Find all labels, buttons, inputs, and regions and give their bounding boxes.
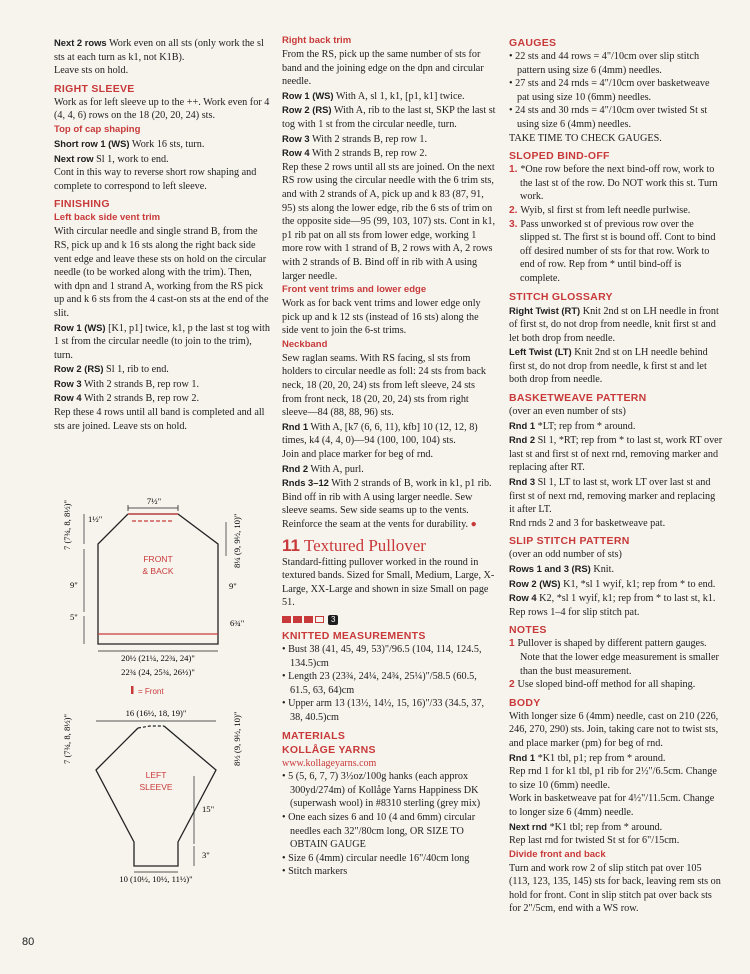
- paragraph: Rnd 1 *K1 tbl, p1; rep from * around.: [509, 751, 666, 764]
- paragraph: Row 3 With 2 strands B, rep row 1.: [54, 377, 200, 390]
- paragraph: Row 4 With 2 strands B, rep row 2.: [54, 392, 200, 405]
- section-heading: MATERIALS: [282, 729, 346, 742]
- brand-url-link[interactable]: www.kollageyarns.com: [282, 757, 377, 769]
- dim-right-height: 8¼ (9, 9½, 10)": [232, 513, 242, 568]
- paragraph: Rep rnd 1 for k1 tbl, p1 rib for 2½"/6.5cm. Change to size 10 (6mm) needle.: [509, 766, 717, 791]
- dim-sleeve-bottom: 10 (10½, 10½, 11½)": [119, 874, 193, 884]
- paragraph: Cont in this way to reverse short row shaping and complete to correspond to left sleeve.: [54, 167, 257, 192]
- paragraph: Row 1 (WS) With A, sl 1, k1, [p1, k1] twice.: [282, 89, 465, 102]
- dim-5: 5": [70, 612, 78, 622]
- paragraph: Row 2 (WS) K1, *sl 1 wyif, k1; rep from * to end.: [509, 577, 716, 590]
- legend-text: = Front: [138, 687, 164, 696]
- section-heading: SLIP STITCH PATTERN: [509, 535, 630, 548]
- front-back-outline: [98, 514, 218, 644]
- sleeve-label-left: LEFT: [145, 770, 167, 780]
- dim-15: 15": [202, 804, 215, 814]
- dim-sleeve-left-h: 7 (7¾, 8, 8½)": [62, 713, 72, 764]
- bullet-item: • Bust 38 (41, 45, 49, 53)"/96.5 (104, 114, 124.5, 134.5)cm: [282, 643, 482, 669]
- dim-9-right: 9": [229, 581, 237, 591]
- paragraph: Rep these 4 rows until all band is completed and all sts are joined. Leave sts on hold.: [54, 407, 265, 432]
- skill-bar-icon: [293, 616, 302, 623]
- skill-rating: [282, 613, 496, 625]
- paragraph: (over an even number of sts): [509, 406, 626, 418]
- section-heading: GAUGES: [509, 37, 557, 49]
- front-back-schematic: [62, 496, 244, 696]
- schematics-svg: [54, 494, 276, 884]
- paragraph: Rnd 1 With A, [k7 (6, 6, 11), kfb] 10 (12, 12, 8) times, k4 (4, 4, 0)—94 (100, 100, 104) sts.: [282, 420, 478, 447]
- section-heading: BASKETWEAVE PATTERN: [509, 392, 647, 405]
- paragraph: Row 2 (RS) With A, rib to the last st, SKP the last st tog with 1 st from the circular needle, turn.: [282, 104, 496, 130]
- paragraph: With longer size 6 (4mm) needle, cast on 210 (226, 246, 270, 290) sts. Join, taking care not to twist sts, and place marker (pm) for beg of rnd.: [509, 710, 719, 749]
- paragraph: Next row Sl 1, work to end.: [54, 152, 169, 165]
- legend-swatch: [131, 686, 134, 694]
- paragraph: Rnd 2 With A, purl.: [282, 462, 364, 475]
- paragraph: Join and place marker for beg of rnd.: [282, 449, 434, 461]
- paragraph: Rnd rnds 2 and 3 for basketweave pat.: [509, 517, 666, 529]
- paragraph: Work in basketweave pat for 4½"/11.5cm. Change to longer size 6 (4mm) needle.: [509, 793, 715, 818]
- bullet-item: • Stitch markers: [282, 866, 348, 878]
- column-left: [54, 36, 271, 433]
- bullet-item: • Upper arm 13 (13½, 14½, 15, 16)"/33 (34.5, 37, 38, 40.5)cm: [282, 698, 485, 723]
- numbered-item: 2. Wyib, sl first st from left needle purlwise.: [509, 204, 691, 216]
- dim-3: 3": [202, 850, 210, 860]
- dim-width-1: 20½ (21¼, 22¾, 24)": [121, 653, 195, 663]
- bullet-item: • Length 23 (23¾, 24¼, 24¾, 25¼)"/58.5 (60.5, 61.5, 63, 64)cm: [282, 671, 477, 696]
- section-heading: NOTES: [509, 624, 547, 637]
- dim-sleeve-top: 16 (16½, 18, 19)": [125, 708, 187, 718]
- paragraph: Rnds 3–12 With 2 strands of B, work in k1, p1 rib. Bind off in rib with A using larger needle. Sew sleeve seams. Sew side seams up to the vents. Reinforce the seam at the vents for durability. ●: [282, 477, 492, 530]
- subheading: Front vent trims and lower edge: [282, 284, 427, 296]
- sleeve-outline: [96, 726, 216, 866]
- bullet-item: • 5 (5, 6, 7, 7) 3½oz/100g hanks (each approx 300yd/274m) of Kollåge Yarns Happiness DK (superwash wool) in #8310 sterling (grey mix): [282, 771, 481, 810]
- paragraph: Next rnd *K1 tbl; rep from * around.: [509, 820, 663, 833]
- yarn-weight-badge: 3: [328, 615, 338, 625]
- section-heading: FINISHING: [54, 198, 110, 211]
- left-sleeve-schematic: [62, 708, 242, 884]
- paragraph: Next 2 rows Work even on all sts (only work the sl sts at each turn as k1, not K1B).: [54, 37, 264, 63]
- numbered-item: 1 Pullover is shaped by different pattern gauges. Note that the lower edge measurement is smaller than the bust measurement.: [509, 638, 719, 677]
- subheading: Divide front and back: [509, 848, 606, 860]
- skill-bar-icon: [304, 616, 313, 623]
- paragraph: From the RS, pick up the same number of sts for band and the joining edge on the dpn and circular needle.: [282, 49, 484, 88]
- section-heading: BODY: [509, 696, 541, 709]
- section-heading: KNITTED MEASUREMENTS: [282, 629, 426, 642]
- paragraph: Row 3 With 2 strands B, rep row 1.: [282, 132, 428, 145]
- column-right: [509, 36, 723, 916]
- paragraph: Turn and work row 2 of slip stitch pat over 105 (113, 123, 135, 145) sts for back, leaving rem sts on hold for front. Cont in slip stitch pat over back sts for 2"/5cm, end with a WS row.: [509, 862, 721, 915]
- paragraph: Rows 1 and 3 (RS) Knit.: [509, 563, 615, 575]
- paragraph: Row 4 With 2 strands B, rep row 2.: [282, 147, 428, 160]
- skill-bar-icon: [282, 616, 291, 623]
- paragraph: Rep last rnd for twisted St st for 6"/15cm.: [509, 835, 680, 847]
- front-label: FRONT: [143, 554, 173, 564]
- numbered-item: 3. Pass unworked st of previous row over the slipped st. The first st is bound off. Cont to bind off desired number of sts for that row. Work to end of row. Rep from * until bind-off is complete.: [509, 218, 716, 284]
- subheading: Left back side vent trim: [54, 212, 161, 224]
- section-heading: SLOPED BIND-OFF: [509, 150, 610, 163]
- sleeve-label-sleeve: SLEEVE: [139, 782, 173, 792]
- section-heading: STITCH GLOSSARY: [509, 290, 613, 303]
- paragraph: Rep rows 1–4 for slip stitch pat.: [509, 606, 640, 618]
- paragraph: Leave sts on hold.: [54, 65, 129, 77]
- paragraph: Row 1 (WS) [K1, p1] twice, k1, p the last st tog with 1 st from the circular needle (to join to the trim), turn.: [54, 321, 270, 361]
- dim-width-2: 22¾ (24, 25¾, 26½)": [121, 667, 195, 677]
- bullet-item: • Size 6 (4mm) circular needle 16"/40cm long: [282, 852, 470, 864]
- paragraph: Row 4 K2, *sl 1 wyif, k1; rep from * to last st, k1.: [509, 592, 716, 605]
- paragraph: TAKE TIME TO CHECK GAUGES.: [509, 132, 662, 144]
- numbered-item: 1. *One row before the next bind-off row, work to the last st of the row. Do NOT work this st. Turn work.: [509, 164, 718, 203]
- dim-neck: 1½": [88, 514, 103, 524]
- paragraph: Sew raglan seams. With RS facing, sl sts from holders to circular needle as foll: 24 sts from back neck, 18 (20, 20, 24) sts from left sleeve, 24 sts from front neck, 18 (20, 20, 24) sts from right sleeve—84 (88, 88, 96) sts.: [282, 352, 486, 419]
- page-number: 80: [22, 936, 35, 948]
- dim-sleeve-right-h: 8½ (9, 9½, 10)": [232, 711, 242, 766]
- dim-6: 6¾": [230, 618, 245, 628]
- paragraph: Work as for left sleeve up to the ++. Work even for 4 (4, 4, 6) rows on the 18 (20, 20, 24) sts.: [54, 96, 270, 122]
- dim-top: 7½": [146, 496, 162, 506]
- subheading: Right back trim: [282, 35, 352, 46]
- dim-left-height: 7 (7¾, 8, 8½)": [62, 499, 72, 550]
- paragraph: Left Twist (LT) Knit 2nd st on LH needle behind first st, do not drop from needle, k first st and let both drop from needle.: [509, 346, 708, 386]
- sleeve-cap-top: [138, 726, 164, 728]
- subheading: Neckband: [282, 338, 328, 350]
- paragraph: Rnd 1 *LT; rep from * around.: [509, 419, 636, 432]
- paragraph: Row 2 (RS) Sl 1, rib to end.: [54, 363, 169, 376]
- bullet-item: • 22 sts and 44 rows = 4"/10cm over slip stitch pattern using size 6 (4mm) needles.: [509, 51, 700, 76]
- paragraph: Rnd 2 Sl 1, *RT; rep from * to last st, work RT over last st and first st of next rnd, removing marker and replacing after RT.: [509, 434, 723, 474]
- yarn-brand: KOLLÅGE YARNS: [282, 743, 376, 756]
- skill-bar-empty-icon: [315, 616, 324, 623]
- bullet-item: • 27 sts and 24 rnds = 4"/10cm over basketweave pat using size 10 (6mm) needles.: [509, 78, 710, 103]
- paragraph: Standard-fitting pullover worked in the round in textured bands. Sized for Small, Medium, Large, X-Large, XX-Large and shown in size Small on page 51.: [282, 556, 495, 609]
- paragraph: Rep these 2 rows until all sts are joined. On the next RS row using the circular needle with the 6 trim sts, and with 2 strands of A, pick up and k 83 (87, 91, 95) sts along the lower edge, rib the 6 sts of trim on the opposite side—95 (99, 103, 107) sts. Cont in k1, p1 rib pat on all sts from lower edge, working 1 more row with 1 strand of B, 2 rows with A, 2 rows with 2 strands of B. Bind off in rib with A using larger needle.: [282, 161, 496, 282]
- end-mark: ●: [468, 519, 477, 530]
- schematic-diagrams: [54, 494, 276, 884]
- paragraph: Rnd 3 Sl 1, LT to last st, work LT over last st and first st of next rnd, removing marker and replacing it after LT.: [509, 476, 716, 516]
- section-heading: RIGHT SLEEVE: [54, 82, 135, 95]
- paragraph: With circular needle and single strand B, from the RS, pick up and k 16 sts along the right back side vent edge and leave these sts on hold on the circular needle (to be worked along with the trim). Then, with dpn and 1 strand A, working from the RS pick up and k 6 sts from the 4 cast-on sts at the end of the slit.: [54, 226, 269, 319]
- bullet-item: • 24 sts and 30 rnds = 4"/10cm over twisted St st using size 6 (4mm) needles.: [509, 105, 708, 130]
- pattern-title: 11 Textured Pullover: [282, 535, 426, 555]
- column-middle: [282, 36, 496, 879]
- paragraph: Right Twist (RT) Knit 2nd st on LH needle in front of first st, do not drop from needle, knit first st and let both drop from needle.: [509, 304, 719, 344]
- paragraph: Short row 1 (WS) Work 16 sts, turn.: [54, 137, 205, 150]
- bullet-item: • One each sizes 6 and 10 (4 and 6mm) circular needles each 32"/80cm long, OR SIZE TO OBTAIN GAUGE: [282, 811, 476, 851]
- subheading: Top of cap shaping: [54, 123, 141, 135]
- back-label: & BACK: [142, 566, 174, 576]
- dim-9-left: 9": [70, 580, 78, 590]
- paragraph: (over an odd number of sts): [509, 549, 622, 561]
- paragraph: Work as for back vent trims and lower edge only pick up and k 12 sts (instead of 16 sts) along the side vent to join the 6-st trims.: [282, 298, 481, 337]
- numbered-item: 2 Use sloped bind-off method for all shaping.: [509, 679, 696, 691]
